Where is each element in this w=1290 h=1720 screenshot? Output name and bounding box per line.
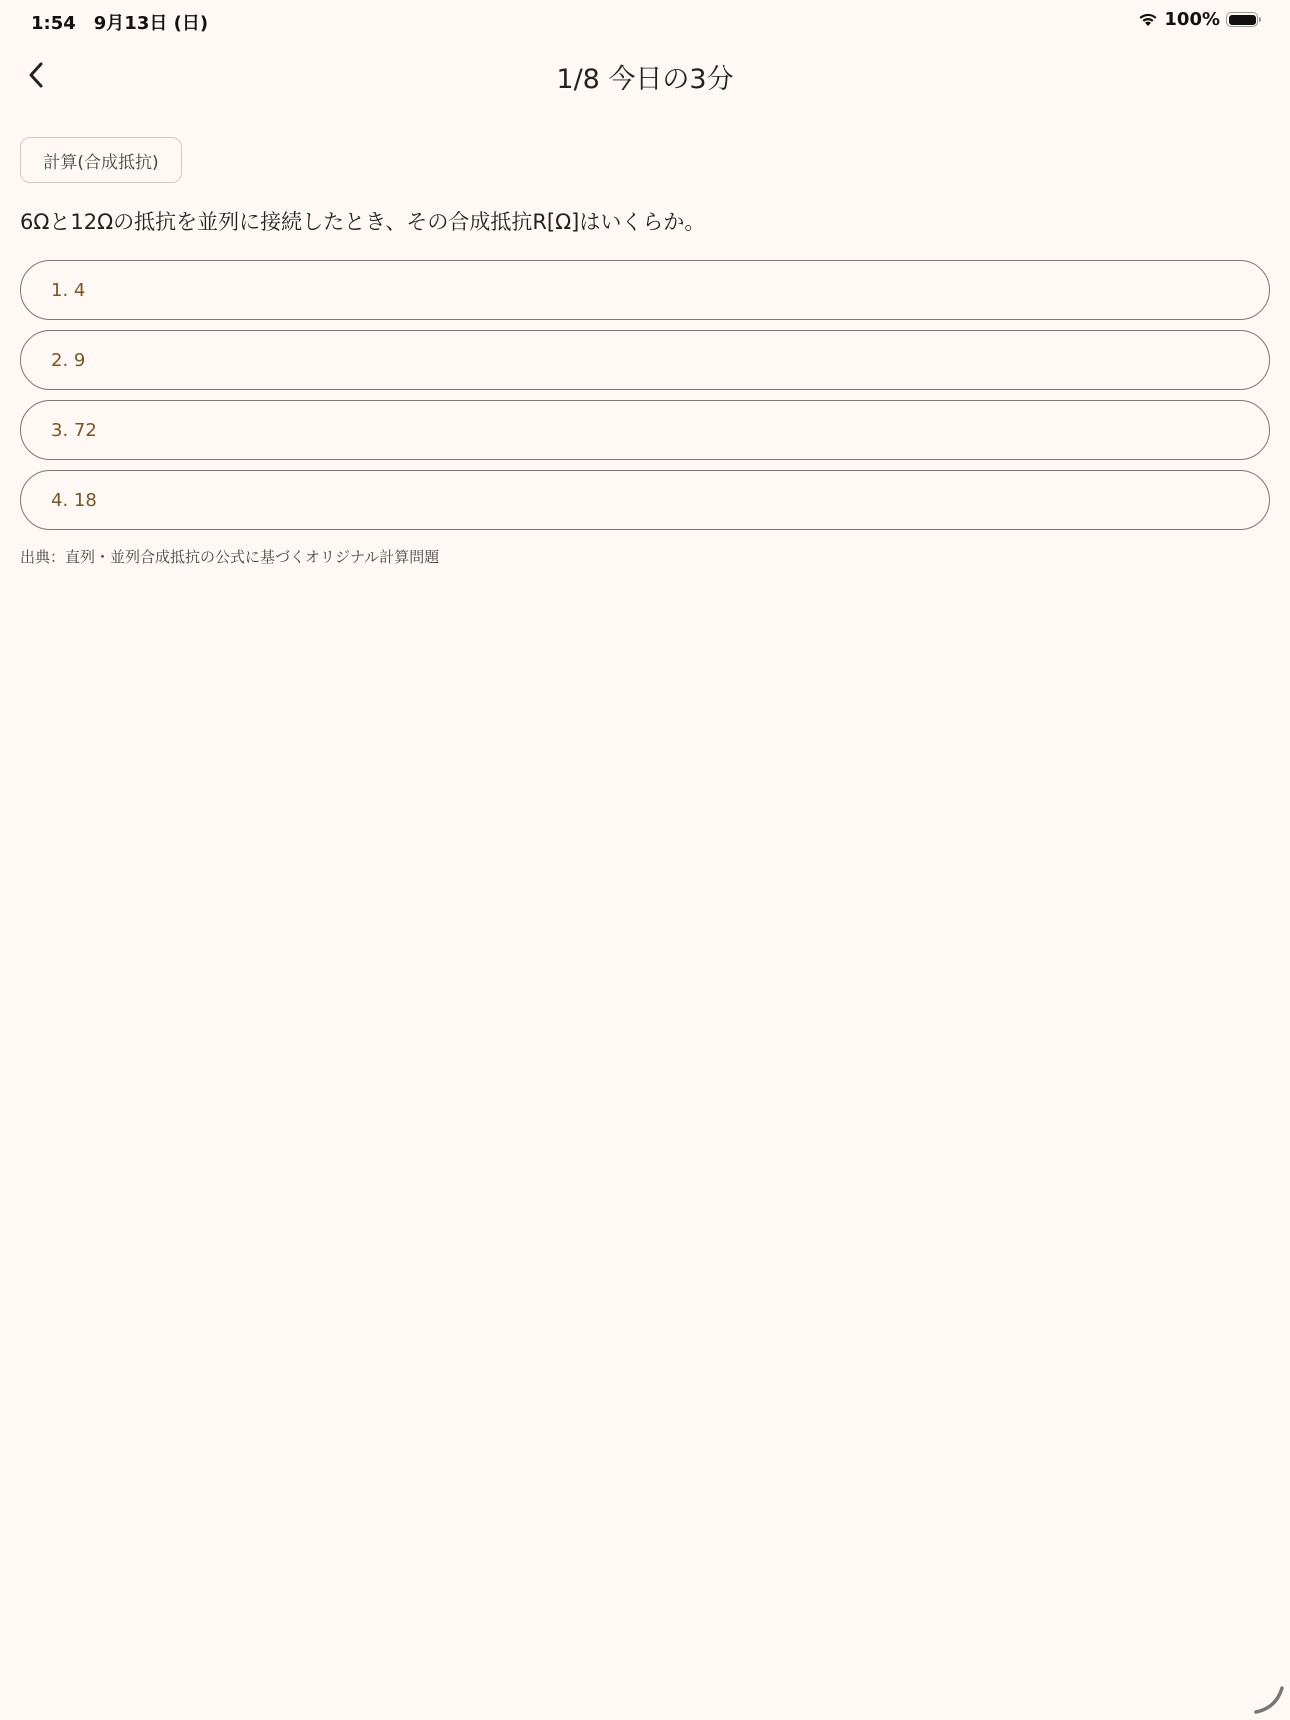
status-bar <box>0 0 1290 40</box>
answer-option-4[interactable]: 4. 18 <box>20 470 1270 530</box>
source-note: 出典：直列・並列合成抵抗の公式に基づくオリジナル計算問題 <box>20 548 440 566</box>
category-chip: 計算(合成抵抗) <box>20 137 182 183</box>
navigation-bar <box>0 45 1290 105</box>
answer-options <box>20 260 1270 540</box>
page-title: 1/8 今日の3分 <box>556 64 734 95</box>
answer-option-3[interactable]: 3. 72 <box>20 400 1270 460</box>
answer-option-1[interactable]: 1. 4 <box>20 260 1270 320</box>
answer-option-2[interactable]: 2. 9 <box>20 330 1270 390</box>
battery-icon <box>1226 12 1258 27</box>
battery-percentage: 100% <box>1164 9 1220 30</box>
question-text: 6Ωと12Ωの抵抗を並列に接続したとき、その合成抵抗R[Ω]はいくらか。 <box>20 210 706 234</box>
status-indicators <box>1138 9 1258 30</box>
corner-arc-icon <box>1252 1682 1286 1716</box>
wifi-icon <box>1138 12 1158 27</box>
status-time: 1:54 9月13日 (日) <box>31 13 209 34</box>
